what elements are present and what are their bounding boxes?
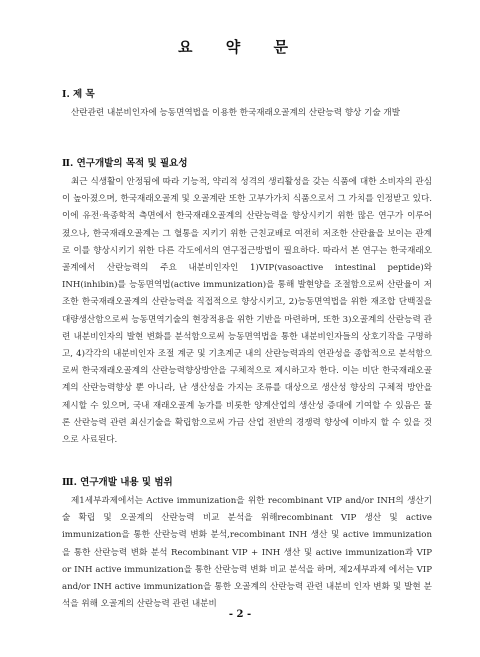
- section-body: 제1세부과제에서는 Active immunization을 위한 recombinant VIP and/or INH의 생산기술 확립 및 오골계의 산란능력 비교 분석을 위해recombinant VIP 생산 및 active immunization을 통한 산란능력 변화 분석,recombinant INH 생산 및 active immunization을 통한 산란능력 변화 분석 Recombinant VIP + INH 생산 및 active immunization과 VIP or INH active immunization을 통한 산란능력 변화 비교 분석을 하며, 제2세부과제 에서는 VIP and/or INH active immunization을 통한 오골계의 산란능력 관련 내분비 인자 변화 및 발현 분석을 위해 오골계의 산란능력 관련 내분비: [62, 496, 432, 610]
- section-scope: [62, 474, 432, 613]
- section-body: 최근 식생활이 안정됨에 따라 기능적, 약리적 성격의 생리활성을 갖는 식품에 대한 소비자의 관심이 높아졌으며, 한국재래오골계 및 오골계란 또한 고부가가치 식품으로서 그 가치를 인정받고 있다. 이에 유전·육종학적 측면에서 한국재래오골계의 산란능력을 향상시키기 위한 많은 연구가 이루어 졌으나, 한국재래오골계는 그 혈통을 지키기 위한 근친교배로 여전히 저조한 산란율을 보이는 관계로 이를 향상시키기 위한 다른 각도에서의 연구접근방법이 필요하다. 따라서 본 연구는 한국재래오골계에서 산란능력의 주요 내분비인자인 1)VIP(vasoactive intestinal peptide)와 INH(inhibin)를 능동면역법(active immunization)을 통해 발현양을 조절함으로써 산란율이 저조한 한국재래오골계의 산란능력을 직접적으로 향상시키고, 2)능동면역법을 위한 재조합 단백질을 대량생산함으로써 능동면역기술의 현장적용을 위한 기반을 마련하며, 또한 3)오골계의 산란능력 관련 내분비인자의 발현 변화를 분석함으로써 능동면역법을 통한 내분비인자들의 상호기작을 구명하고, 4)각각의 내분비인자 조절 계군 및 기초계군 내의 산란능력과의 연관성을 종합적으로 분석함으로써 한국재래오골계의 산란능력향상방안을 구체적으로 제시하고자 한다. 이는 비단 한국재래오골계의 산란능력향상 뿐 아니라, 난 생산성을 가지는 조류를 대상으로 생산성 향상의 구체적 방안을 제시할 수 있으며, 국내 재래오골계 농가를 비롯한 양계산업의 생산성 증대에 기여할 수 있음은 물론 산란능력 관련 최신기술을 확립함으로써 가금 산업 전반의 경쟁력 향상에 이바지 할 수 있을 것으로 사료된다.: [62, 177, 432, 446]
- section-purpose: [62, 155, 432, 449]
- section-heading: Ⅱ. 연구개발의 목적 및 필요성: [62, 158, 188, 169]
- section-body: 산란관련 내분비인자에 능동면역법을 이용한 한국재래오골계의 산란능력 향상 기술 개발: [71, 108, 401, 118]
- section-heading: Ⅰ. 제 목: [62, 89, 95, 100]
- section-heading: Ⅲ. 연구개발 내용 및 범위: [62, 477, 173, 488]
- page-number: - 2 -: [228, 609, 252, 620]
- page-title: 요 약 문: [178, 38, 302, 56]
- section-title: [62, 86, 432, 122]
